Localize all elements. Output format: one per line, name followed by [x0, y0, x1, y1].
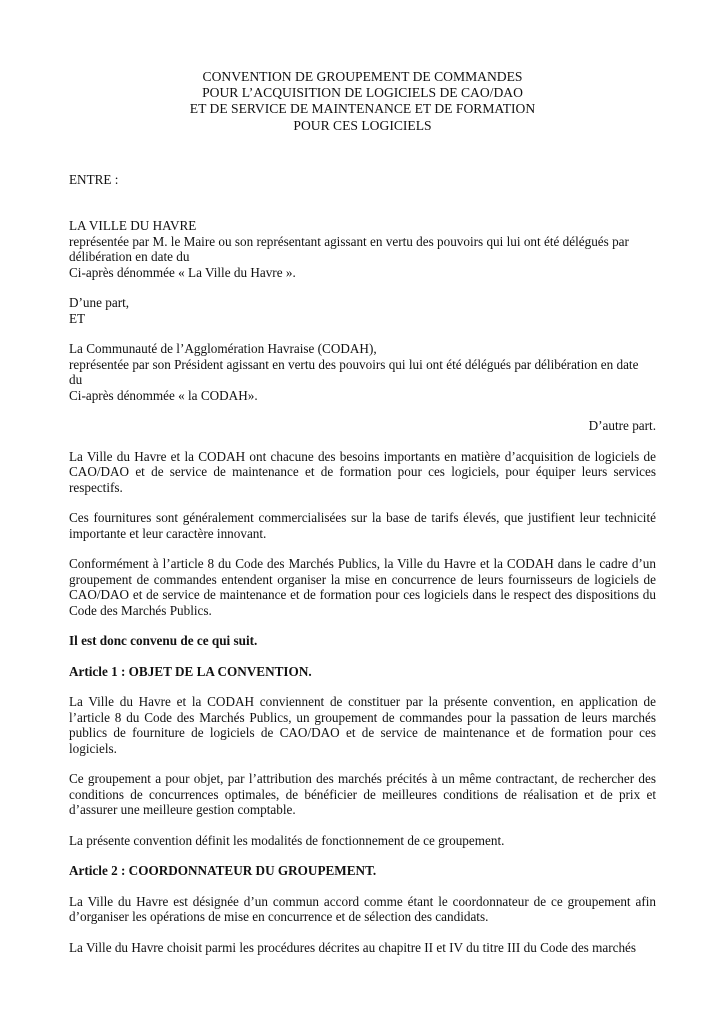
article-2-heading: Article 2 : COORDONNATEUR DU GROUPEMENT. — [69, 863, 377, 879]
une-part-text: D’une part, — [69, 295, 130, 311]
title-line: POUR L’ACQUISITION DE LOGICIELS DE CAO/DAO — [202, 85, 523, 101]
paragraph: Ce groupement a pour objet, par l’attribution des marchés précités à un même contractant, de rechercher des conditions de concurrences optimales, de bénéficier de meilleures conditions de réalisation et de prix et d’assurer une meilleure gestion comptable. — [69, 771, 656, 818]
paragraph: La Ville du Havre choisit parmi les procédures décrites au chapitre II et IV du titre III du Code des marchés — [69, 939, 637, 955]
party-codah — [69, 341, 656, 403]
title-line: CONVENTION DE GROUPEMENT DE COMMANDES — [202, 69, 523, 84]
separator-block — [69, 295, 656, 326]
party-name: La Communauté de l’Agglomération Havraise (CODAH), — [69, 341, 377, 357]
paragraph: La Ville du Havre et la CODAH ont chacune des besoins importants en matière d’acquisition de logiciels de CAO/DAO et de service de maintenance et de formation pour ces logiciels, pour équiper leurs services respectifs. — [69, 448, 656, 495]
party-representation: représentée par son Président agissant en vertu des pouvoirs qui lui ont été délégués par délibération en date — [69, 356, 639, 372]
paragraph: La présente convention définit les modalités de fonctionnement de ce groupement. — [69, 832, 505, 848]
party-deliberation: du — [69, 372, 83, 388]
party-name: LA VILLE DU HAVRE — [69, 218, 197, 234]
party-ville-du-havre — [69, 218, 656, 280]
paragraph: Conformément à l’article 8 du Code des Marchés Publics, la Ville du Havre et la CODAH dans le cadre d’un groupement de commandes entendent organiser la mise en concurrence de leurs fournisseurs de logiciels de CAO/DAO et de service de maintenance et de formation pour ces logiciels dans le respect des dispositions du Code des Marchés Publics. — [69, 556, 656, 618]
et-text: ET — [69, 310, 86, 326]
entre-label: ENTRE : — [69, 171, 119, 187]
party-designation: Ci-après dénommée « la CODAH». — [69, 387, 258, 403]
autre-part-text: D’autre part. — [588, 418, 656, 434]
paragraph: La Ville du Havre et la CODAH conviennent de constituer par la présente convention, en application de l’article 8 du Code des Marchés Publics, un groupement de commandes pour la passation de leurs marchés publics de fourniture de logiciels de CAO/DAO et de service de maintenance et de formation pour ces logiciels. — [69, 694, 656, 756]
paragraph: La Ville du Havre est désignée d’un commun accord comme étant le coordonnateur de ce groupement afin d’organiser les opérations de mise en concurrence et de sélection des candidats. — [69, 893, 656, 925]
party-representation: représentée par M. le Maire ou son représentant agissant en vertu des pouvoirs qui lui ont été délégués par — [69, 233, 629, 249]
article-1-heading: Article 1 : OBJET DE LA CONVENTION. — [69, 663, 312, 679]
paragraph: Ces fournitures sont généralement commercialisées sur la base de tarifs élevés, que justifient leur technicité importante et leur caractère innovant. — [69, 510, 656, 541]
document-title — [69, 69, 656, 134]
title-line: ET DE SERVICE DE MAINTENANCE ET DE FORMATION — [189, 101, 536, 117]
agreement-statement: Il est donc convenu de ce qui suit. — [69, 633, 258, 649]
document-body — [69, 69, 656, 955]
party-designation: Ci-après dénommée « La Ville du Havre ». — [69, 264, 296, 280]
title-line: POUR CES LOGICIELS — [293, 117, 432, 133]
party-deliberation: délibération en date du — [69, 249, 190, 265]
